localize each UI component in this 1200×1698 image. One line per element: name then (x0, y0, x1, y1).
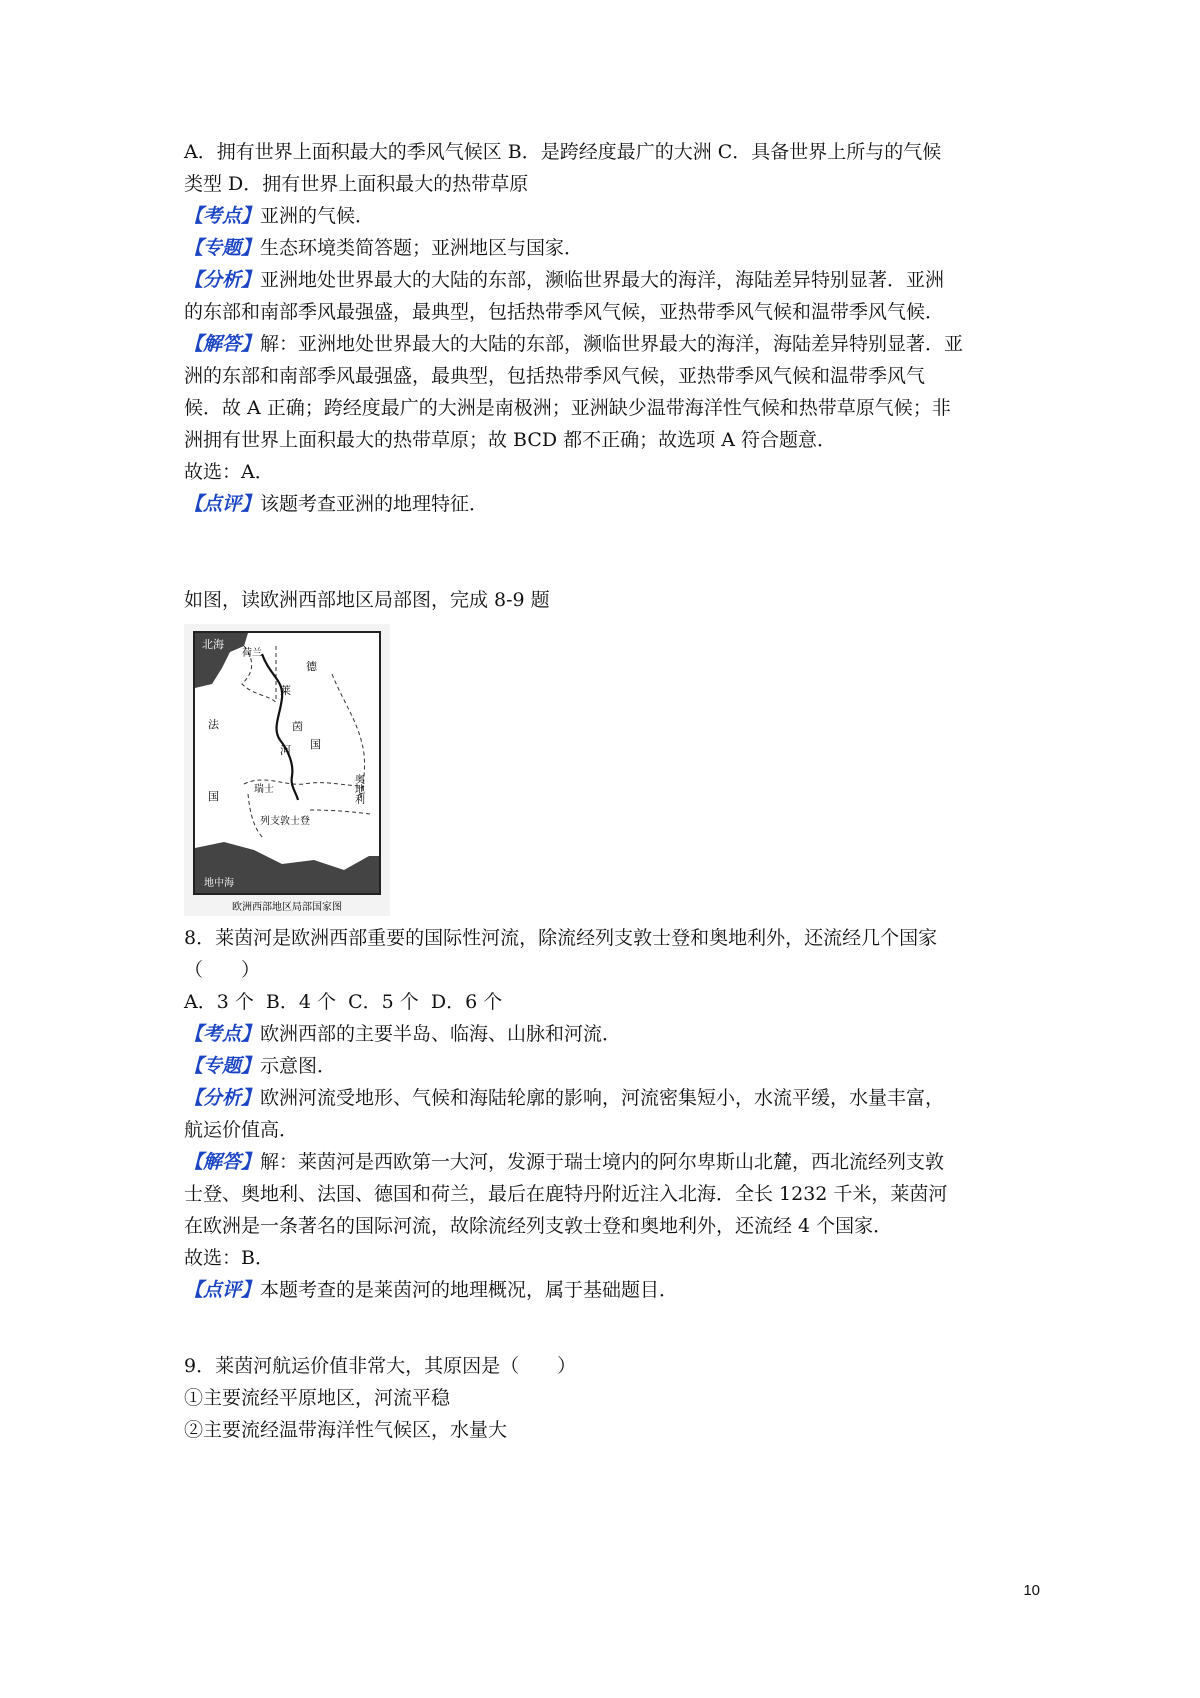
q7-zhuanti (184, 232, 1024, 264)
q8-fenxi-cont: 航运价值高． (184, 1119, 299, 1141)
kaodian-text: 亚洲的气候． (260, 205, 375, 227)
fenxi-tag: 【分析】 (184, 269, 261, 291)
fenxi-text: 亚洲地处世界最大的大陆的东部，濒临世界最大的海洋，海陆差异特别显著．亚洲 (260, 269, 945, 291)
fenxi-tag: 【分析】 (184, 1087, 261, 1109)
dianping-text: 本题考查的是莱茵河的地理概况，属于基础题目． (260, 1279, 679, 1301)
q8-stem: 8．莱茵河是欧洲西部重要的国际性河流，除流经列支敦士登和奥地利外，还流经几个国家 (184, 927, 938, 949)
q7-jieda (184, 328, 1024, 360)
q9-option-2: ②主要流经温带海洋性气候区，水量大 (184, 1419, 508, 1441)
jieda-text: 解：亚洲地处世界最大的大陆的东部，濒临世界最大的海洋，海陆差异特别显著．亚 (260, 333, 964, 355)
north-sea-label: 北海 (202, 638, 224, 651)
fenxi-text: 欧洲河流受地形、气候和海陆轮廓的影响，河流密集短小，水流平缓，水量丰富， (260, 1087, 945, 1109)
q7-options-line1: A．拥有世界上面积最大的季风气候区 B．是跨经度最广的大洲 C．具备世界上所与的气候 (184, 141, 942, 163)
q8-stem-paren: （ ） (184, 959, 261, 981)
q8-kaodian (184, 1018, 1024, 1050)
q8-jieda (184, 1146, 1024, 1178)
kaodian-text: 欧洲西部的主要半岛、临海、山脉和河流． (260, 1023, 622, 1045)
map-caption: 欧洲西部地区局部国家图 (232, 902, 342, 913)
jieda-text: 解：莱茵河是西欧第一大河，发源于瑞士境内的阿尔卑斯山北麓，西北流经列支敦 (260, 1151, 945, 1173)
kaodian-tag: 【考点】 (184, 205, 261, 227)
jieda-tag: 【解答】 (184, 1151, 261, 1173)
q7-fenxi (184, 264, 1024, 296)
netherlands-label: 荷兰 (242, 648, 262, 659)
zhuanti-text: 生态环境类简答题；亚洲地区与国家． (260, 237, 584, 259)
q7-jieda-cont-2: 候．故 A 正确；跨经度最广的大洲是南极洲；亚洲缺少温带海洋性气候和热带草原气候；非 (184, 397, 951, 419)
q7-jieda-cont-3: 洲拥有世界上面积最大的热带草原；故 BCD 都不正确；故选项 A 符合题意． (184, 429, 836, 451)
q9-stem: 9．莱茵河航运价值非常大，其原因是（ ） (184, 1355, 577, 1377)
map-figure (184, 624, 396, 916)
q8-options: A．3 个 B．4 个 C．5 个 D．6 个 (184, 991, 503, 1013)
q8-fenxi (184, 1082, 1024, 1114)
western-europe-map (184, 624, 390, 916)
q7-fenxi-cont: 的东部和南部季风最强盛，最典型，包括热带季风气候，亚热带季风气候和温带季风气候． (184, 301, 945, 323)
dianping-tag: 【点评】 (184, 1279, 261, 1301)
q7-jieda-cont-1: 洲的东部和南部季风最强盛，最典型，包括热带季风气候，亚热带季风气候和温带季风气 (184, 365, 926, 387)
yin-label: 茵 (292, 720, 303, 733)
he-label: 河 (280, 744, 291, 757)
lai-label: 莱 (280, 684, 291, 697)
q8-zhuanti (184, 1050, 1024, 1082)
switzerland-label: 瑞士 (254, 784, 274, 795)
q7-dianping (184, 488, 1024, 520)
de-label: 德 (306, 660, 317, 673)
zhuanti-text: 示意图． (260, 1055, 337, 1077)
kaodian-tag: 【考点】 (184, 1023, 261, 1045)
q8-answer: 故选：B． (184, 1247, 274, 1269)
mediterranean-label: 地中海 (204, 878, 234, 889)
dianping-text: 该题考查亚洲的地理特征． (260, 493, 489, 515)
q7-answer: 故选：A． (184, 461, 274, 483)
q8-jieda-cont-2: 在欧洲是一条著名的国际河流，故除流经列支敦士登和奥地利外，还流经 4 个国家． (184, 1215, 893, 1237)
map-intro: 如图，读欧洲西部地区局部图，完成 8-9 题 (184, 589, 550, 611)
jieda-tag: 【解答】 (184, 333, 261, 355)
guo-de-label: 国 (310, 738, 321, 751)
austria-label: 奥地利 (352, 774, 364, 804)
fa-label: 法 (208, 718, 219, 731)
zhuanti-tag: 【专题】 (184, 1055, 261, 1077)
q7-options-line2: 类型 D．拥有世界上面积最大的热带草原 (184, 173, 529, 195)
guo-fa-label: 国 (208, 790, 219, 803)
dianping-tag: 【点评】 (184, 493, 261, 515)
liechtenstein-label: 列支敦士登 (260, 816, 310, 827)
q8-dianping (184, 1274, 1024, 1306)
q8-jieda-cont-1: 士登、奥地利、法国、德国和荷兰，最后在鹿特丹附近注入北海．全长 1232 千米，莱茵河 (184, 1183, 948, 1205)
q9-option-1: ①主要流经平原地区，河流平稳 (184, 1387, 451, 1409)
page-number: 10 (1023, 1582, 1040, 1599)
document-body (184, 136, 1024, 1446)
zhuanti-tag: 【专题】 (184, 237, 261, 259)
q7-kaodian (184, 200, 1024, 232)
